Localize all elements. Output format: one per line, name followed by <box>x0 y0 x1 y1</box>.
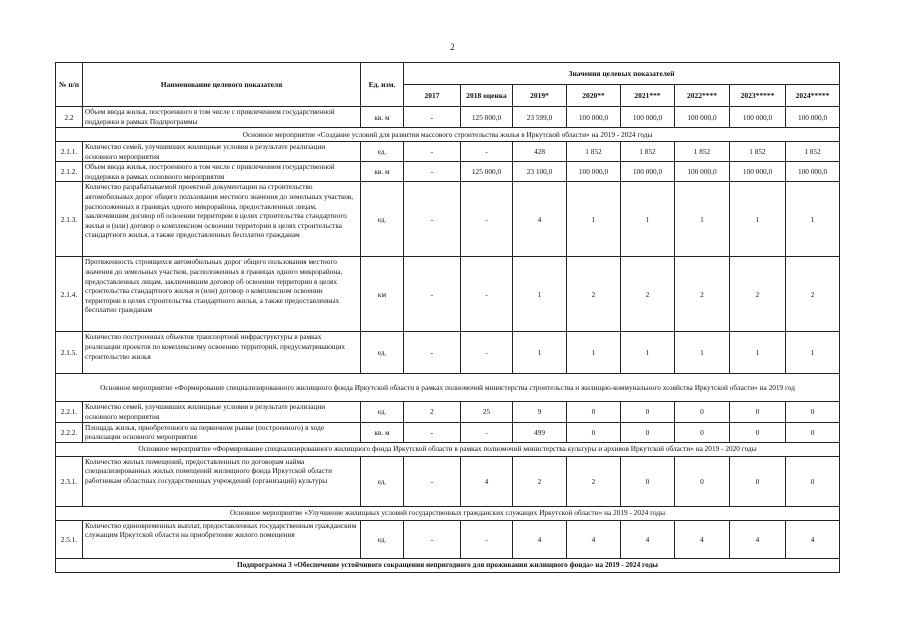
row-number: 2.2.2. <box>56 422 83 442</box>
header-year: 2022**** <box>675 85 730 107</box>
value-cell: 1 852 <box>675 142 730 162</box>
value-cell: 0 <box>675 422 730 442</box>
value-cell: 4 <box>461 456 513 506</box>
value-cell: - <box>404 422 461 442</box>
value-cell: 499 <box>513 422 567 442</box>
unit-cell: кв. м <box>361 422 404 442</box>
value-cell: 1 <box>513 257 567 332</box>
value-cell: 0 <box>786 456 840 506</box>
value-cell: - <box>404 182 461 257</box>
main-activity-title: Основное мероприятие «Улучшение жилищных условий государственных гражданских служащих Иркутской области» на 2019 - 2024 годы <box>56 506 840 520</box>
value-cell: 100 000,0 <box>786 162 840 182</box>
header-year: 2018 оценка <box>461 85 513 107</box>
value-cell: 1 <box>675 182 730 257</box>
header-unit: Ед. изм. <box>361 63 404 107</box>
value-cell: - <box>461 332 513 374</box>
header-values-group: Значения целевых показателей <box>404 63 840 85</box>
unit-cell: ед. <box>361 456 404 506</box>
value-cell: 25 <box>461 402 513 422</box>
indicator-name: Количество единовременных выплат, предоставленных государственным гражданским служащим Иркутской области на приобретение жилого помещения <box>83 520 361 558</box>
header-indicator-name: Наименование целевого показателя <box>83 63 361 107</box>
header-year: 2019* <box>513 85 567 107</box>
value-cell: 0 <box>786 422 840 442</box>
value-cell: 0 <box>730 422 786 442</box>
table-row <box>56 162 840 182</box>
value-cell: 4 <box>621 520 675 558</box>
value-cell: 0 <box>786 402 840 422</box>
value-cell: 4 <box>786 520 840 558</box>
unit-cell: ед. <box>361 142 404 162</box>
target-indicators-table <box>55 62 840 573</box>
value-cell: 4 <box>675 520 730 558</box>
unit-cell: ед. <box>361 332 404 374</box>
value-cell: 100 000,0 <box>621 107 675 128</box>
value-cell: 1 <box>675 332 730 374</box>
value-cell: 1 <box>621 182 675 257</box>
row-number: 2.1.4. <box>56 257 83 332</box>
unit-cell: км <box>361 257 404 332</box>
indicator-name: Протяженность строящихся автомобильных дорог общего пользования местного значения до земельных участков, расположенных в границах одного микрорайона, предоставленных лицам, заключившим договор об освоении территории в целях строительства стандартного жилья и (или) договор о комплексном освоении территории в целях строительства стандартного жилья, а также предоставленных бесплатно гражданам <box>83 257 361 332</box>
value-cell: 1 852 <box>567 142 621 162</box>
main-activity-title: Основное мероприятие «Формирование специализированного жилищного фонда Иркутской области в рамках полномочий министерства культуры и архивов Иркутской области» на 2019 - 2020 годы <box>56 442 840 456</box>
value-cell: 2 <box>621 257 675 332</box>
section-row <box>56 374 840 402</box>
header-number: № п/п <box>56 63 83 107</box>
value-cell: - <box>404 162 461 182</box>
row-number: 2.2 <box>56 107 83 128</box>
value-cell: 125 000,0 <box>461 162 513 182</box>
value-cell: 1 852 <box>786 142 840 162</box>
page-number: 2 <box>450 42 455 52</box>
value-cell: - <box>404 332 461 374</box>
section-row <box>56 506 840 520</box>
value-cell: 2 <box>567 257 621 332</box>
table-row <box>56 456 840 506</box>
section-row <box>56 442 840 456</box>
value-cell: 2 <box>567 456 621 506</box>
main-activity-title: Основное мероприятие «Формирование специализированного жилищного фонда Иркутской области в рамках полномочий министерства строительства и жилищно-коммунального хозяйства Иркутской области» на 2019 год <box>56 374 840 402</box>
indicator-name: Количество жилых помещений, предоставленных по договорам найма специализированных жилых помещений жилищного фонда Иркутской области работникам областных государственных учреждений (организаций) культуры <box>83 456 361 506</box>
value-cell: - <box>404 107 461 128</box>
table-row <box>56 142 840 162</box>
table-row <box>56 257 840 332</box>
value-cell: 0 <box>621 402 675 422</box>
header-year: 2021*** <box>621 85 675 107</box>
header-year: 2023***** <box>730 85 786 107</box>
indicator-name: Площадь жилья, приобретенного на первичном рынке (построенного) в ходе реализации основного мероприятия <box>83 422 361 442</box>
value-cell: 4 <box>513 182 567 257</box>
value-cell: 100 000,0 <box>567 107 621 128</box>
value-cell: 0 <box>567 402 621 422</box>
value-cell: 100 000,0 <box>786 107 840 128</box>
value-cell: - <box>404 456 461 506</box>
table-row <box>56 402 840 422</box>
value-cell: 100 000,0 <box>621 162 675 182</box>
value-cell: - <box>461 520 513 558</box>
value-cell: 100 000,0 <box>567 162 621 182</box>
value-cell: - <box>404 520 461 558</box>
unit-cell: ед. <box>361 520 404 558</box>
value-cell: 100 000,0 <box>730 107 786 128</box>
value-cell: 100 000,0 <box>675 162 730 182</box>
value-cell: - <box>404 257 461 332</box>
value-cell: 1 <box>730 332 786 374</box>
value-cell: 0 <box>730 402 786 422</box>
row-number: 2.3.1. <box>56 456 83 506</box>
header-year: 2024***** <box>786 85 840 107</box>
indicator-name: Количество построенных объектов транспортной инфраструктуры в рамках реализации проектов по комплексному освоению территорий, предусматривающих строительство жилья <box>83 332 361 374</box>
value-cell: 1 <box>786 182 840 257</box>
value-cell: - <box>461 142 513 162</box>
indicator-name: Количество семей, улучшивших жилищные условия в результате реализации основного мероприятия <box>83 402 361 422</box>
row-number: 2.1.1. <box>56 142 83 162</box>
value-cell: 0 <box>675 402 730 422</box>
value-cell: 125 000,0 <box>461 107 513 128</box>
value-cell: 1 <box>513 332 567 374</box>
value-cell: 1 <box>567 332 621 374</box>
unit-cell: кв. м <box>361 107 404 128</box>
value-cell: - <box>461 422 513 442</box>
indicator-name: Количество семей, улучшивших жилищные условия в результате реализации основного мероприятия <box>83 142 361 162</box>
row-number: 2.1.5. <box>56 332 83 374</box>
value-cell: 1 <box>567 182 621 257</box>
value-cell: 0 <box>567 422 621 442</box>
row-number: 2.1.3. <box>56 182 83 257</box>
header-year: 2020** <box>567 85 621 107</box>
value-cell: - <box>404 142 461 162</box>
value-cell: - <box>461 182 513 257</box>
row-number: 2.1.2. <box>56 162 83 182</box>
indicator-name: Объем ввода жилья, построенного в том числе с привлечением государственной поддержки в рамках основного мероприятия <box>83 162 361 182</box>
table-row <box>56 332 840 374</box>
value-cell: 9 <box>513 402 567 422</box>
value-cell: 4 <box>513 520 567 558</box>
unit-cell: ед. <box>361 182 404 257</box>
value-cell: 0 <box>675 456 730 506</box>
value-cell: 4 <box>730 520 786 558</box>
indicator-name: Количество разрабатываемой проектной документации на строительство автомобильных дорог общего пользования местного значения до земельных участков, расположенных в границах одного микрорайона, предоставленных лицам, заключившим договор об освоении территории в целях строительства стандартного жилья и (или) договор о комплексном освоении территории в целях строительства стандартного жилья, а также предоставленных бесплатно гражданам <box>83 182 361 257</box>
unit-cell: ед. <box>361 402 404 422</box>
value-cell: 1 <box>786 332 840 374</box>
value-cell: 2 <box>786 257 840 332</box>
subprogram-title: Подпрограмма 3 «Обеспечение устойчивого сокращения непригодного для проживания жилищного фонда» на 2019 - 2024 годы <box>56 558 840 572</box>
row-number: 2.2.1. <box>56 402 83 422</box>
table-row <box>56 107 840 128</box>
value-cell: 2 <box>513 456 567 506</box>
value-cell: 23 599,0 <box>513 107 567 128</box>
indicator-name: Объем ввода жилья, построенного в том числе с привлечением государственной поддержки в рамках Подпрограммы <box>83 107 361 128</box>
value-cell: 23 100,0 <box>513 162 567 182</box>
value-cell: 0 <box>621 456 675 506</box>
value-cell: 100 000,0 <box>730 162 786 182</box>
value-cell: 1 852 <box>730 142 786 162</box>
value-cell: 2 <box>404 402 461 422</box>
value-cell: 4 <box>567 520 621 558</box>
value-cell: 0 <box>730 456 786 506</box>
value-cell: 0 <box>621 422 675 442</box>
table-row <box>56 422 840 442</box>
section-row <box>56 128 840 142</box>
value-cell: 100 000,0 <box>675 107 730 128</box>
value-cell: 428 <box>513 142 567 162</box>
value-cell: - <box>461 257 513 332</box>
value-cell: 2 <box>730 257 786 332</box>
value-cell: 1 <box>621 332 675 374</box>
table-row <box>56 182 840 257</box>
header-year: 2017 <box>404 85 461 107</box>
table-row <box>56 520 840 558</box>
main-activity-title: Основное мероприятие «Создание условий для развития массового строительства жилья в Иркутской области» на 2019 - 2024 годы <box>56 128 840 142</box>
unit-cell: кв. м <box>361 162 404 182</box>
value-cell: 2 <box>675 257 730 332</box>
value-cell: 1 852 <box>621 142 675 162</box>
value-cell: 1 <box>730 182 786 257</box>
row-number: 2.5.1. <box>56 520 83 558</box>
section-row <box>56 558 840 572</box>
